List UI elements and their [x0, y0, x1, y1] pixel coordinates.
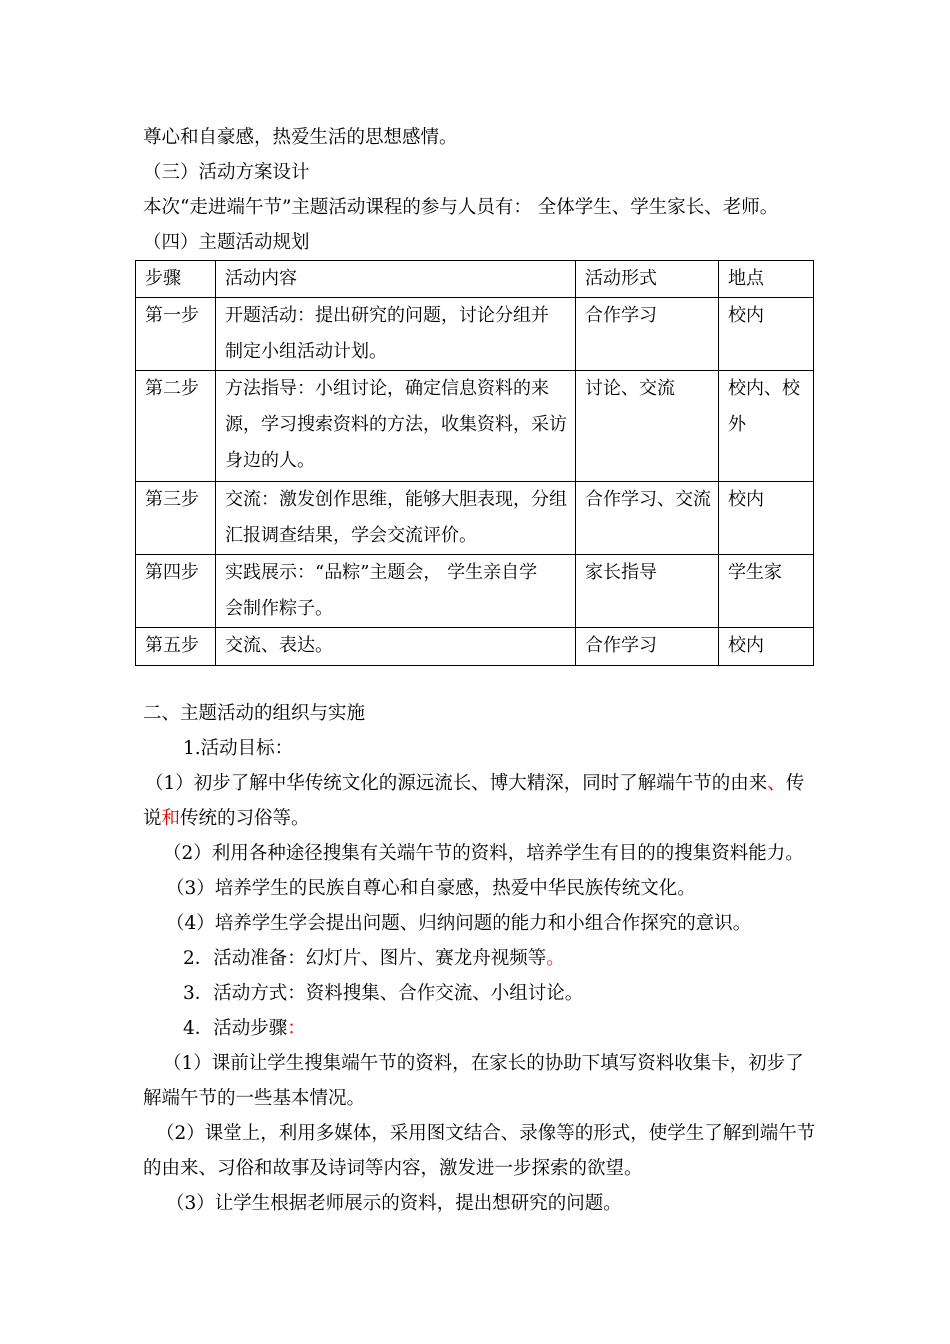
cell-place-line: 校内 — [728, 489, 764, 510]
cell-step: 第一步 — [136, 298, 216, 371]
text-segment: 4．活动步骤 — [183, 1018, 288, 1039]
table-row — [136, 482, 814, 555]
step-item-1-line-1: （1）课前让学生搜集端午节的资料，在家长的协助下填写资料收集卡，初步了 — [163, 1053, 804, 1074]
goal-item-1-line-2 — [143, 801, 310, 836]
cell-place — [719, 371, 814, 482]
cell-place — [719, 298, 814, 371]
activity-preparation — [183, 941, 565, 976]
cell-form: 家长指导 — [576, 555, 719, 628]
cell-content-line: 实践展示：“品粽”主题会， 学生亲自学 — [225, 562, 538, 583]
cell-step: 第三步 — [136, 482, 216, 555]
heading-activity-plan-design: （三）活动方案设计 — [143, 162, 310, 183]
cell-content-line: 交流：激发创作思维，能够大胆表现，分组 — [225, 489, 567, 510]
participants-paragraph: 本次“走进端午节”主题活动课程的参与人员有： 全体学生、学生家长、老师。 — [143, 197, 779, 218]
cell-form: 合作学习 — [576, 628, 719, 666]
cell-place-line: 学生家 — [728, 562, 782, 583]
text-segment: 传 — [785, 773, 805, 794]
cell-content-line: 汇报调查结果，学会交流评价。 — [225, 525, 477, 546]
column-header-form: 活动形式 — [576, 261, 719, 298]
table-header-row — [136, 261, 814, 298]
text-segment: （1）初步了解中华传统文化的源远流长、博大精深，同时了解端午节的由来 — [145, 773, 768, 794]
column-header-step: 步骤 — [136, 261, 216, 298]
cell-content-line: 方法指导：小组讨论，确定信息资料的来 — [225, 378, 549, 399]
heading-activity-goals: 1.活动目标： — [183, 738, 294, 759]
cell-content-line: 交流、表达。 — [225, 635, 333, 656]
highlighted-punctuation: 、 — [767, 773, 786, 794]
text-segment: 2．活动准备：幻灯片、图片、赛龙舟视频等 — [183, 948, 547, 969]
cell-content-line: 制定小组活动计划。 — [225, 341, 387, 362]
table-row — [136, 298, 814, 371]
cell-place-line: 校内 — [728, 635, 764, 656]
cell-place — [719, 555, 814, 628]
goal-item-1-line-1 — [145, 766, 804, 801]
activity-plan-table — [135, 260, 814, 666]
activity-method: 3．活动方式：资料搜集、合作交流、小组讨论。 — [183, 983, 584, 1004]
table-row — [136, 628, 814, 666]
heading-activity-schedule: （四）主题活动规划 — [143, 232, 310, 253]
cell-place — [719, 628, 814, 666]
table-row — [136, 371, 814, 482]
text-segment: 传统的习俗等。 — [180, 808, 310, 829]
highlighted-punctuation: 。 — [546, 948, 565, 969]
column-header-content: 活动内容 — [216, 261, 576, 298]
table-row — [136, 555, 814, 628]
highlighted-punctuation: ： — [287, 1018, 306, 1039]
table-head — [136, 261, 814, 298]
paragraph-continuation: 尊心和自豪感，热爱生活的思想感情。 — [143, 127, 458, 148]
cell-form: 讨论、交流 — [576, 371, 719, 482]
goal-item-3: （3）培养学生的民族自尊心和自豪感，热爱中华民族传统文化。 — [166, 878, 696, 899]
cell-content-line: 开题活动：提出研究的问题，讨论分组并 — [225, 305, 549, 326]
cell-content — [216, 555, 576, 628]
cell-content-line: 会制作粽子。 — [225, 598, 333, 619]
cell-form: 合作学习 — [576, 298, 719, 371]
highlighted-character: 和 — [161, 808, 181, 829]
cell-place — [719, 482, 814, 555]
cell-content — [216, 628, 576, 666]
cell-place-line: 校内 — [728, 305, 764, 326]
cell-content — [216, 298, 576, 371]
cell-place-line: 校内、校 — [728, 378, 800, 399]
cell-place-line: 外 — [728, 414, 746, 435]
step-item-3: （3）让学生根据老师展示的资料，提出想研究的问题。 — [166, 1193, 622, 1214]
cell-content — [216, 371, 576, 482]
column-header-place: 地点 — [719, 261, 814, 298]
step-item-2-line-2: 的由来、习俗和故事及诗词等内容，激发进一步探索的欲望。 — [143, 1158, 643, 1179]
heading-organization-implementation: 二、主题活动的组织与实施 — [143, 703, 366, 724]
step-item-2-line-1: （2）课堂上，利用多媒体，采用图文结合、录像等的形式，使学生了解到端午节 — [156, 1123, 816, 1144]
heading-activity-steps — [183, 1011, 306, 1046]
step-item-1-line-2: 解端午节的一些基本情况。 — [143, 1088, 366, 1109]
text-segment: 说 — [143, 808, 162, 829]
goal-item-4: （4）培养学生学会提出问题、归纳问题的能力和小组合作探究的意识。 — [166, 913, 752, 934]
goal-item-2: （2）利用各种途径搜集有关端午节的资料，培养学生有目的的搜集资料能力。 — [163, 843, 804, 864]
cell-step: 第五步 — [136, 628, 216, 666]
cell-form: 合作学习、交流 — [576, 482, 719, 555]
cell-content-line: 身边的人。 — [225, 450, 315, 471]
table-body — [136, 298, 814, 666]
cell-step: 第二步 — [136, 371, 216, 482]
cell-content — [216, 482, 576, 555]
cell-content-line: 源，学习搜索资料的方法，收集资料，采访 — [225, 414, 567, 435]
cell-step: 第四步 — [136, 555, 216, 628]
